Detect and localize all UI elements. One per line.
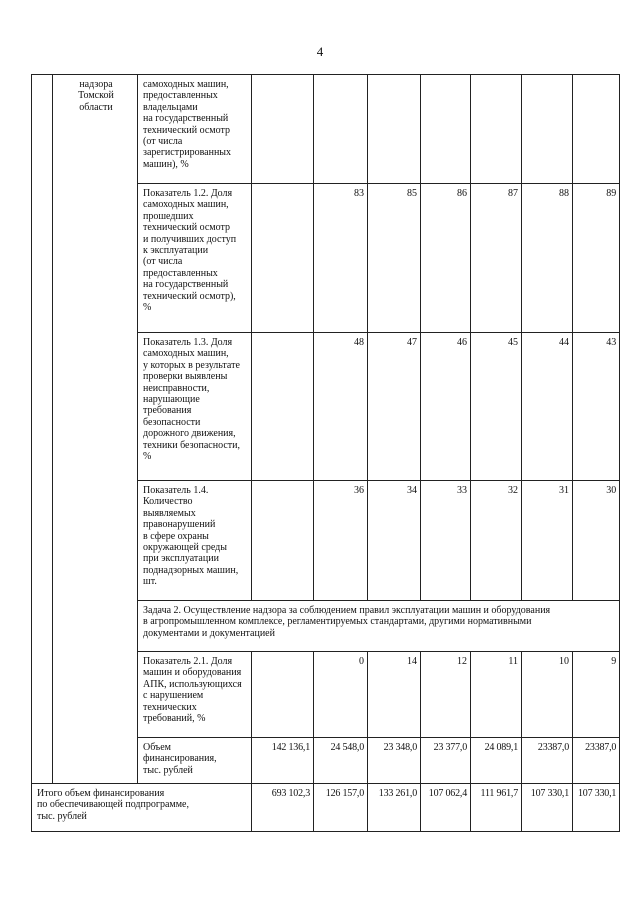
value-cell: 88 xyxy=(522,184,573,333)
funding-value: 23 348,0 xyxy=(368,738,421,784)
value-cell: 44 xyxy=(522,333,573,481)
value-cell: 47 xyxy=(368,333,421,481)
grand-total-year: 111 961,7 xyxy=(471,784,522,832)
total-cell xyxy=(252,652,314,738)
value-cell: 85 xyxy=(368,184,421,333)
value-cell: 43 xyxy=(573,333,620,481)
value-cell xyxy=(314,75,368,184)
funding-value: 24 089,1 xyxy=(471,738,522,784)
responsible-executor: надзора Томской области xyxy=(53,75,138,784)
value-cell: 32 xyxy=(471,481,522,601)
page-number: 4 xyxy=(316,44,324,59)
value-cell: 83 xyxy=(314,184,368,333)
value-cell xyxy=(368,75,421,184)
funding-value: 23387,0 xyxy=(522,738,573,784)
task-2-heading: Задача 2. Осуществление надзора за соблюдением правил эксплуатации машин и оборудования в агропромышленном комплексе, регламентируемых стандартами, другими нормативными документами и документацией xyxy=(138,601,620,652)
indicator-1-3-cell: Показатель 1.3. Доля самоходных машин, у которых в результате проверки выявлены неисправности, нарушающие требования безопасности дорожного движения, техники безопасности, % xyxy=(138,333,252,481)
funding-value: 23 377,0 xyxy=(421,738,471,784)
value-cell xyxy=(522,75,573,184)
indicator-1-4-cell: Показатель 1.4. Количество выявляемых правонарушений в сфере охраны окружающей среды при эксплуатации поднадзорных машин, шт. xyxy=(138,481,252,601)
value-cell xyxy=(471,75,522,184)
funding-value: 23387,0 xyxy=(573,738,620,784)
index-cell xyxy=(32,75,53,784)
indicator-1-2-cell: Показатель 1.2. Доля самоходных машин, прошедших технический осмотр и получивших доступ к эксплуатации (от числа предоставленных на государственный технический осмотр), % xyxy=(138,184,252,333)
subprogram-table xyxy=(31,74,620,832)
value-cell: 89 xyxy=(573,184,620,333)
value-cell: 9 xyxy=(573,652,620,738)
value-cell: 48 xyxy=(314,333,368,481)
value-cell: 11 xyxy=(471,652,522,738)
value-cell xyxy=(573,75,620,184)
funding-value: 24 548,0 xyxy=(314,738,368,784)
value-cell: 14 xyxy=(368,652,421,738)
value-cell: 86 xyxy=(421,184,471,333)
grand-total-year: 107 330,1 xyxy=(522,784,573,832)
funding-label: Объем финансирования, тыс. рублей xyxy=(138,738,252,784)
grand-total-label: Итого объем финансирования по обеспечивающей подпрограмме, тыс. рублей xyxy=(32,784,252,832)
total-cell xyxy=(252,481,314,601)
grand-total-value: 693 102,3 xyxy=(252,784,314,832)
table-row xyxy=(32,75,620,184)
grand-total-year: 133 261,0 xyxy=(368,784,421,832)
grand-total-year: 107 330,1 xyxy=(573,784,620,832)
value-cell: 87 xyxy=(471,184,522,333)
grand-total-year: 126 157,0 xyxy=(314,784,368,832)
value-cell: 12 xyxy=(421,652,471,738)
value-cell: 46 xyxy=(421,333,471,481)
total-cell xyxy=(252,184,314,333)
indicator-1-1-cell: самоходных машин, предоставленных владельцами на государственный технический осмотр (от числа зарегистрированных машин), % xyxy=(138,75,252,184)
value-cell xyxy=(421,75,471,184)
total-cell xyxy=(252,75,314,184)
value-cell: 36 xyxy=(314,481,368,601)
value-cell: 30 xyxy=(573,481,620,601)
grand-total-year: 107 062,4 xyxy=(421,784,471,832)
table-row xyxy=(32,784,620,832)
value-cell: 10 xyxy=(522,652,573,738)
indicator-2-1-cell: Показатель 2.1. Доля машин и оборудования АПК, использующихся с нарушением технических требований, % xyxy=(138,652,252,738)
funding-total: 142 136,1 xyxy=(252,738,314,784)
value-cell: 31 xyxy=(522,481,573,601)
value-cell: 33 xyxy=(421,481,471,601)
total-cell xyxy=(252,333,314,481)
value-cell: 0 xyxy=(314,652,368,738)
value-cell: 34 xyxy=(368,481,421,601)
value-cell: 45 xyxy=(471,333,522,481)
